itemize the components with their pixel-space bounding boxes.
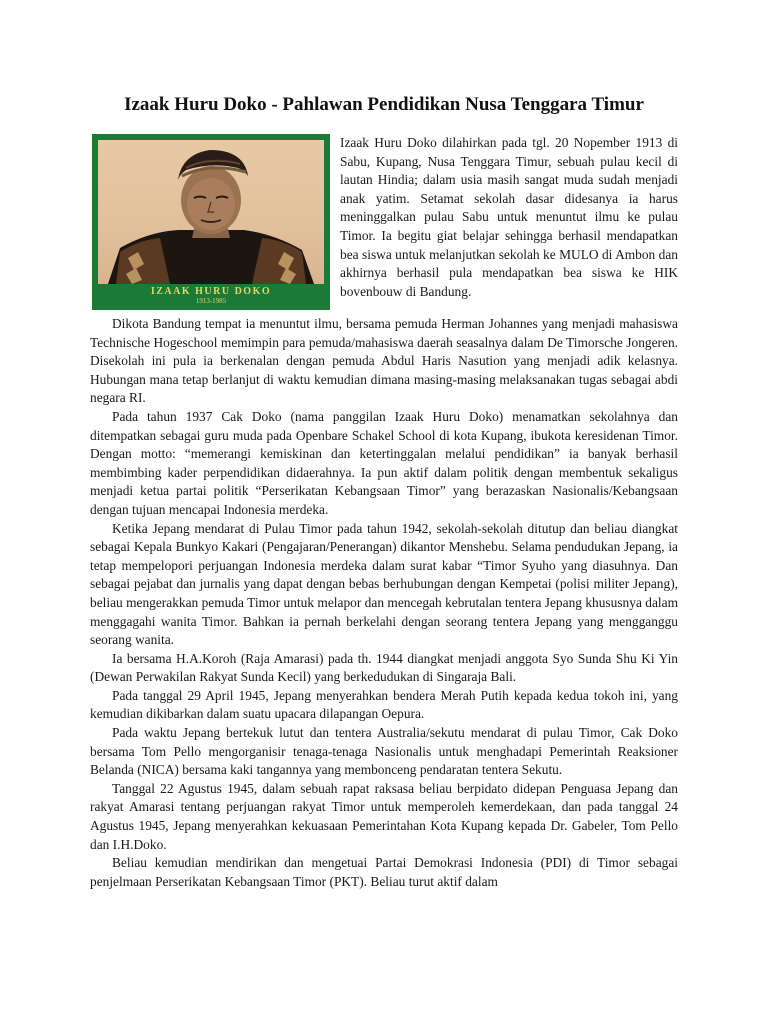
caption-years: 1913-1985 [195,297,227,305]
paragraph: Ia bersama H.A.Koroh (Raja Amarasi) pada th. 1944 diangkat menjadi anggota Syo Sunda Shu Ki Yin (Dewan Perwakilan Rakyat Sunda Kecil) yang berkedudukan di Singaraja Bali. [90,650,678,685]
paragraph: Pada tanggal 29 April 1945, Jepang menyerahkan bendera Merah Putih kepada kedua tokoh ini, yang kemudian dikibarkan dalam suatu upacara dilapangan Oepura. [90,687,678,722]
portrait-photo [92,134,330,310]
paragraph: Pada tahun 1937 Cak Doko (nama panggilan Izaak Huru Doko) menamatkan sekolahnya dan ditempatkan sebagai guru muda pada Openbare Schakel School di kota Kupang, ibukota keresidenan Timor. Dengan motto: “memerangi kemiskinan dan ketertinggalan melalui pendidikan” ia banyak berhasil membimbing kader perpendidikan didaerahnya. Ia pun aktif dalam politik dengan membentuk sekaligus menjadi ketua partai politik “Perserikatan Kebangsaan Timor” yang berazaskan Nasionalis/Kebangsaan dengan tujuan mencapai Indonesia merdeka. [90,408,678,517]
portrait-image [98,140,324,284]
photo-caption [92,286,330,305]
paragraph: Pada waktu Jepang bertekuk lutut dan tentera Australia/sekutu mendarat di pulau Timor, Cak Doko bersama Tom Pello mengorganisir tenaga-tenaga Nasionalis untuk menghadapi Pemerintah Reaksioner Belanda (NICA) bersama kaki tangannya yang membonceng pendaratan tentera Sekutu. [90,725,678,778]
page-title: Izaak Huru Doko - Pahlawan Pendidikan Nusa Tenggara Timur [124,94,644,115]
intro-paragraph: Izaak Huru Doko dilahirkan pada tgl. 20 Nopember 1913 di Sabu, Kupang, Nusa Tenggara Timur, sebuah pulau kecil di lautan Hindia; dalam usia masih sangat muda sudah menjadi anak yatim. Setamat sekolah dasar didesanya ia harus meninggalkan pulau Sabu untuk menuntut ilmu ke pulau Timor. Ia begitu giat belajar sehingga berhasil mendapatkan bea siswa untuk melanjutkan sekolah ke MULO di Ambon dan akhirnya berhasil pula mendapatkan bea siswa ke HIK bovenbouw di Bandung. [340,135,678,299]
portrait-figure [98,140,324,284]
paragraph: Tanggal 22 Agustus 1945, dalam sebuah rapat raksasa beliau berpidato didepan Penguasa Jepang dan rakyat Amarasi tentang perjuangan rakyat Timor untuk memperoleh kemerdekaan, dan pada tanggal 24 Agustus 1945, Jepang menyerahkan kekuasaan Pemerintahan Kota Kupang kepada Dr. Gabeler, Tom Pello dan I.H.Doko. [90,780,678,852]
paragraph: Ketika Jepang mendarat di Pulau Timor pada tahun 1942, sekolah-sekolah ditutup dan beliau diangkat sebagai Kepala Bunkyo Kakari (Pengajaran/Penerangan) dikantor Menshebu. Selama pendudukan Jepang, ia tetap mempelopori perjuangan Indonesia merdeka dalam surat kabar “Timor Syuho yang diasuhnya. Dan sebagai pejabat dan jurnalis yang dapat dengan bebas berhubungan dengan Kempetai (polisi militer Jepang), beliau mengerakkan pemuda Timor untuk melapor dan mencegah kebrutalan tentera Jepang khususnya dalam menggagahi wanita Timor. Bahkan ia pernah berkelahi dengan seorang tentera Jepang yang mengganggu seorang wanita. [90,520,678,648]
caption-name: IZAAK HURU DOKO [150,286,272,297]
paragraph: Beliau kemudian mendirikan dan mengetuai Partai Demokrasi Indonesia (PDI) di Timor sebagai penjelmaan Perserikatan Kebangsaan Timor (PKT). Beliau turut aktif dalam [90,855,678,889]
body-text [90,315,678,891]
paragraph: Dikota Bandung tempat ia menuntut ilmu, bersama pemuda Herman Johannes yang menjadi mahasiswa Technische Hogeschool memimpin para pemuda/mahasiswa daerah seasalnya dalam De Timorsche Jongeren. Disekolah ini pula ia berkenalan dengan pemuda Abdul Haris Nasution yang menjadi adik kelasnya. Hubungan mana tetap berlanjut di waktu kemudian dimana masing-masing melaksanakan tugas sebagai abdi negara RI. [90,316,678,406]
